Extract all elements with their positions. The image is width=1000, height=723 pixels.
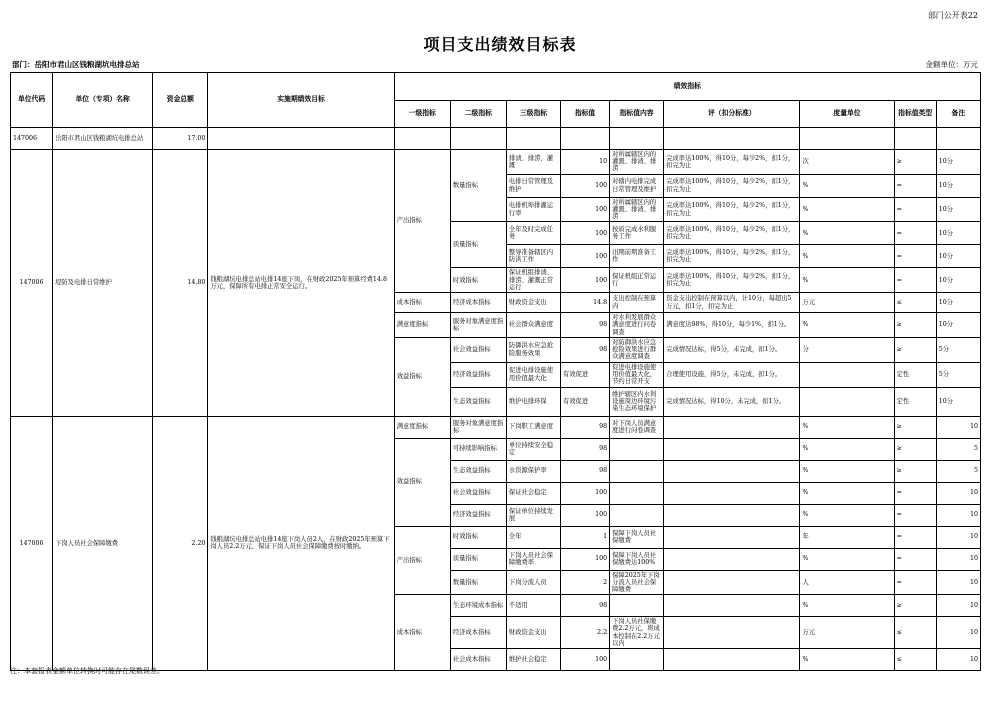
scoring-standard: 合理使用设施，得5分，未完成，扣1分。 (664, 362, 800, 387)
indicator-level1: 成本指标 (394, 293, 450, 313)
indicator-content (610, 649, 664, 671)
note: 10分 (936, 313, 980, 338)
header-level3: 三级指标 (506, 101, 560, 128)
table-row (11, 150, 981, 175)
indicator-content (610, 460, 664, 482)
indicator-value: 100 (561, 548, 610, 570)
indicator-level2: 社会效益指标 (450, 337, 506, 362)
indicator-content: 对所属辖区内的灌溉、排渍、排涝 (610, 150, 664, 175)
note: 10分 (936, 293, 980, 313)
indicator-level2: 可持续影响指标 (450, 438, 506, 460)
indicator-content: 对水利发展群众满意度进行问卷调查 (610, 313, 664, 338)
indicator-level3: 保证社会稳定 (506, 482, 560, 504)
value-type: ≤ (894, 617, 936, 649)
indicator-content (610, 482, 664, 504)
value-type: ≥ (894, 313, 936, 338)
indicator-level2: 经济成本指标 (450, 293, 506, 313)
value-type: = (894, 268, 936, 293)
indicator-value: 98 (561, 313, 610, 338)
header-name: 单位（专项）名称 (53, 73, 153, 128)
indicator-level2: 社会成本指标 (450, 649, 506, 671)
scoring-standard: 完成率达100%，得10分，每少2%，扣1分，扣完为止 (664, 222, 800, 245)
scoring-standard: 资金支出控制在预算以内，计10分，每超出5万元，扣1分，扣完为止 (664, 293, 800, 313)
scoring-standard: 完成率达100%，得10分，每少2%，扣1分，扣完为止 (664, 245, 800, 268)
scoring-standard: 完成情况达标，得10分，未完成，扣1分。 (664, 387, 800, 416)
note: 10 (936, 570, 980, 595)
indicator-level3: 维护社会稳定 (506, 649, 560, 671)
indicator-level2: 服务对象满意度指标 (450, 313, 506, 338)
note: 10分 (936, 268, 980, 293)
measure-unit: 分 (800, 337, 894, 362)
measure-unit: % (800, 548, 894, 570)
indicator-content: 下岗人员社保缴费2.2万元，将成本控制在2.2万元以内 (610, 617, 664, 649)
indicator-value: 98 (561, 337, 610, 362)
value-type: ≥ (894, 595, 936, 617)
indicator-level3: 整导准备辖区内防洪工作 (506, 245, 560, 268)
footnote: 注：本套报表金额单位转换时可能存在尾数误差。 (10, 667, 164, 675)
header-amount: 资金总额 (153, 73, 208, 128)
currency-unit-label: 金额单位：万元 (925, 60, 978, 69)
value-type: 定性 (894, 387, 936, 416)
indicator-level1: 产出指标 (394, 150, 450, 293)
indicator-level3: 电排机埠排灌运行率 (506, 197, 560, 222)
measure-unit (800, 387, 894, 416)
indicator-level2: 经济效益指标 (450, 362, 506, 387)
indicator-level1: 满意度指标 (394, 416, 450, 438)
value-type: ≥ (894, 460, 936, 482)
project-name: 下岗人员社会保障缴费 (53, 416, 153, 671)
note: 10分 (936, 387, 980, 416)
indicator-content (610, 504, 664, 526)
header-content: 指标值内容 (610, 101, 664, 128)
note: 5分 (936, 337, 980, 362)
value-type: = (894, 482, 936, 504)
indicator-value: 100 (561, 504, 610, 526)
indicator-level2: 数量指标 (450, 150, 506, 222)
value-type: = (894, 548, 936, 570)
summary-code: 147006 (11, 128, 53, 150)
scoring-standard (664, 460, 800, 482)
summary-name: 岳阳市君山区钱粮湖坑电排总站 (53, 128, 153, 150)
project-goal: 钱粮湖坑电排总站电排14座下岗，在财政2025年预算经费14.8万元，保障所有电排正常安全运行。 (208, 150, 394, 417)
measure-unit: 万元 (800, 617, 894, 649)
indicator-value: 1 (561, 526, 610, 548)
indicator-level3: 维护电排环保 (506, 387, 560, 416)
note: 10 (936, 649, 980, 671)
measure-unit: % (800, 504, 894, 526)
value-type: ≥ (894, 150, 936, 175)
indicator-level2: 经济效益指标 (450, 504, 506, 526)
indicator-level1: 成本指标 (394, 595, 450, 671)
indicator-level3: 下岗职工满意度 (506, 416, 560, 438)
measure-unit: % (800, 649, 894, 671)
note: 10 (936, 526, 980, 548)
value-type: = (894, 197, 936, 222)
indicator-value: 100 (561, 482, 610, 504)
value-type: = (894, 245, 936, 268)
project-amount: 14.80 (153, 150, 208, 417)
measure-unit: % (800, 595, 894, 617)
indicator-value: 100 (561, 245, 610, 268)
indicator-content: 保障下岗人员社保缴费 (610, 526, 664, 548)
header-code: 单位代码 (11, 73, 53, 128)
indicator-value: 有效促进 (561, 362, 610, 387)
header-level2: 二级指标 (450, 101, 506, 128)
scoring-standard (664, 649, 800, 671)
note: 10分 (936, 174, 980, 197)
indicator-content: 汛期前期准备工作 (610, 245, 664, 268)
scoring-standard: 完成情况达标，得5分，未完成，扣1分。 (664, 337, 800, 362)
indicator-level3: 下岗人员社会保障缴费率 (506, 548, 560, 570)
project-code: 147006 (11, 150, 53, 417)
note: 10 (936, 595, 980, 617)
indicator-level3: 单位持续安全稳定 (506, 438, 560, 460)
indicator-level3: 保证单位持续发展 (506, 504, 560, 526)
value-type: ≥ (894, 438, 936, 460)
indicator-level2: 社会效益指标 (450, 482, 506, 504)
value-type: = (894, 526, 936, 548)
indicator-value: 98 (561, 595, 610, 617)
measure-unit: 人 (800, 570, 894, 595)
scoring-standard (664, 482, 800, 504)
value-type: ≤ (894, 649, 936, 671)
indicator-content: 促进电排设施使用价值最大化，节约日常开支 (610, 362, 664, 387)
scoring-standard: 完成率达100%，得10分，每少2%，扣1分，扣完为止 (664, 174, 800, 197)
scoring-standard (664, 570, 800, 595)
note: 10分 (936, 245, 980, 268)
indicator-level3: 电排日常管理及维护 (506, 174, 560, 197)
indicator-level3: 全年 (506, 526, 560, 548)
indicator-level2: 经济成本指标 (450, 617, 506, 649)
note: 5分 (936, 362, 980, 387)
value-type: = (894, 174, 936, 197)
scoring-standard (664, 504, 800, 526)
page-title: 项目支出绩效目标表 (423, 35, 577, 54)
scoring-standard: 满意度达98%，得10分，每少1%，扣1分。 (664, 313, 800, 338)
summary-row (11, 128, 981, 150)
indicator-value: 98 (561, 460, 610, 482)
value-type: ≥ (894, 337, 936, 362)
note: 5 (936, 460, 980, 482)
note: 10 (936, 504, 980, 526)
project-goal: 钱粮湖坑电排总站电排14座下岗人员2人，在财政2025年预算下岗人员2.2万元，保证下岗人员社会保障缴费按时缴纳。 (208, 416, 394, 671)
header-note: 备注 (936, 101, 980, 128)
indicator-level1: 产出指标 (394, 526, 450, 595)
measure-unit: 年 (800, 526, 894, 548)
indicator-value: 98 (561, 438, 610, 460)
indicator-level1: 效益指标 (394, 438, 450, 526)
value-type: ≤ (894, 293, 936, 313)
indicator-content: 维护辖区内水利设施周边环境污染生态环境保护 (610, 387, 664, 416)
indicator-level3: 全年及时完成任务 (506, 222, 560, 245)
header-type: 指标值类型 (894, 101, 936, 128)
measure-unit: % (800, 482, 894, 504)
note: 10 (936, 416, 980, 438)
indicator-content: 按质完成水利服务工作 (610, 222, 664, 245)
scoring-standard (664, 595, 800, 617)
indicator-level3: 防御洪水应急抢险服务效果 (506, 337, 560, 362)
measure-unit: % (800, 245, 894, 268)
summary-amount: 17.00 (153, 128, 208, 150)
note: 10分 (936, 222, 980, 245)
indicator-level3: 下岗分流人员 (506, 570, 560, 595)
indicator-value: 有效促进 (561, 387, 610, 416)
indicator-content (610, 595, 664, 617)
measure-unit: % (800, 222, 894, 245)
indicator-value: 2 (561, 570, 610, 595)
measure-unit: 万元 (800, 293, 894, 313)
project-name: 堤防及电排日常维护 (53, 150, 153, 417)
scoring-standard: 完成率达100%，得10分，每少2%，扣1分，扣完为止 (664, 197, 800, 222)
indicator-content: 对防御洪水应急抢险效果进行群众满意度调查 (610, 337, 664, 362)
indicator-level2: 时效指标 (450, 526, 506, 548)
indicator-level2: 质量指标 (450, 548, 506, 570)
indicator-value: 10 (561, 150, 610, 175)
indicator-content: 对下岗人员满意度进行问卷调查 (610, 416, 664, 438)
indicator-level1: 效益指标 (394, 337, 450, 416)
measure-unit: % (800, 460, 894, 482)
indicator-level2: 数量指标 (450, 570, 506, 595)
project-amount: 2.20 (153, 416, 208, 671)
indicator-level2: 生态效益指标 (450, 460, 506, 482)
indicator-level2: 时效指标 (450, 268, 506, 293)
scoring-standard: 完成率达100%，得10分，每少2%，扣1分，扣完为止 (664, 268, 800, 293)
scoring-standard: 完成率达100%，得10分，每少2%，扣1分，扣完为止 (664, 150, 800, 175)
measure-unit: % (800, 174, 894, 197)
indicator-level3: 财政资金支出 (506, 293, 560, 313)
indicator-level3: 水资源保护率 (506, 460, 560, 482)
measure-unit: % (800, 268, 894, 293)
header-goal: 实施期绩效目标 (208, 73, 394, 128)
value-type: = (894, 570, 936, 595)
indicator-level3: 财政资金支出 (506, 617, 560, 649)
indicator-level3: 排渍、排涝、灌溉 (506, 150, 560, 175)
measure-unit: % (800, 313, 894, 338)
indicator-value: 100 (561, 174, 610, 197)
value-type: = (894, 222, 936, 245)
indicator-level2: 生态环境成本指标 (450, 595, 506, 617)
note: 10分 (936, 197, 980, 222)
indicator-value: 100 (561, 197, 610, 222)
performance-target-table (10, 72, 981, 671)
measure-unit (800, 362, 894, 387)
table-number: 部门公开表22 (927, 11, 978, 20)
indicator-value: 100 (561, 649, 610, 671)
scoring-standard (664, 617, 800, 649)
indicator-level2: 生态效益指标 (450, 387, 506, 416)
scoring-standard (664, 548, 800, 570)
note: 10 (936, 617, 980, 649)
indicator-level2: 质量指标 (450, 222, 506, 268)
indicator-value: 100 (561, 268, 610, 293)
note: 10分 (936, 150, 980, 175)
indicator-content: 支出控制在预算内 (610, 293, 664, 313)
header-value: 指标值 (561, 101, 610, 128)
header-score: 评（扣分标准） (664, 101, 800, 128)
measure-unit: 次 (800, 150, 894, 175)
scoring-standard (664, 526, 800, 548)
indicator-level3: 保证机组排渍、排涝、灌溉正常运行 (506, 268, 560, 293)
indicator-value: 14.8 (561, 293, 610, 313)
indicator-level3: 不适用 (506, 595, 560, 617)
value-type: = (894, 504, 936, 526)
header-level1: 一级指标 (394, 101, 450, 128)
value-type: ≥ (894, 416, 936, 438)
note: 5 (936, 438, 980, 460)
indicator-content: 保障2025年下岗分流人员社会保障缴费 (610, 570, 664, 595)
indicator-level3: 促进电排设施使用价值最大化 (506, 362, 560, 387)
table-row (11, 416, 981, 438)
indicator-content (610, 438, 664, 460)
indicator-value: 100 (561, 222, 610, 245)
indicator-level2: 服务对象满意度指标 (450, 416, 506, 438)
project-code: 147006 (11, 416, 53, 671)
department-label: 部门：岳阳市君山区钱粮湖坑电排总站 (12, 60, 140, 69)
scoring-standard (664, 438, 800, 460)
value-type: 定性 (894, 362, 936, 387)
indicator-content: 保障下岗人员社保缴费达100% (610, 548, 664, 570)
indicator-value: 98 (561, 416, 610, 438)
note: 10 (936, 548, 980, 570)
header-performance: 绩效指标 (394, 73, 980, 101)
indicator-content: 对所属辖区内的灌溉、排渍、排涝 (610, 197, 664, 222)
indicator-content: 对辖内电排完成日常管理及维护 (610, 174, 664, 197)
indicator-content: 保证机组正常运行 (610, 268, 664, 293)
measure-unit: % (800, 438, 894, 460)
header-measure: 度量单位 (800, 101, 894, 128)
measure-unit: % (800, 416, 894, 438)
note: 10 (936, 482, 980, 504)
indicator-level1: 满意度指标 (394, 313, 450, 338)
measure-unit: % (800, 197, 894, 222)
indicator-value: 2.2 (561, 617, 610, 649)
indicator-level3: 社会群众满意度 (506, 313, 560, 338)
scoring-standard (664, 416, 800, 438)
